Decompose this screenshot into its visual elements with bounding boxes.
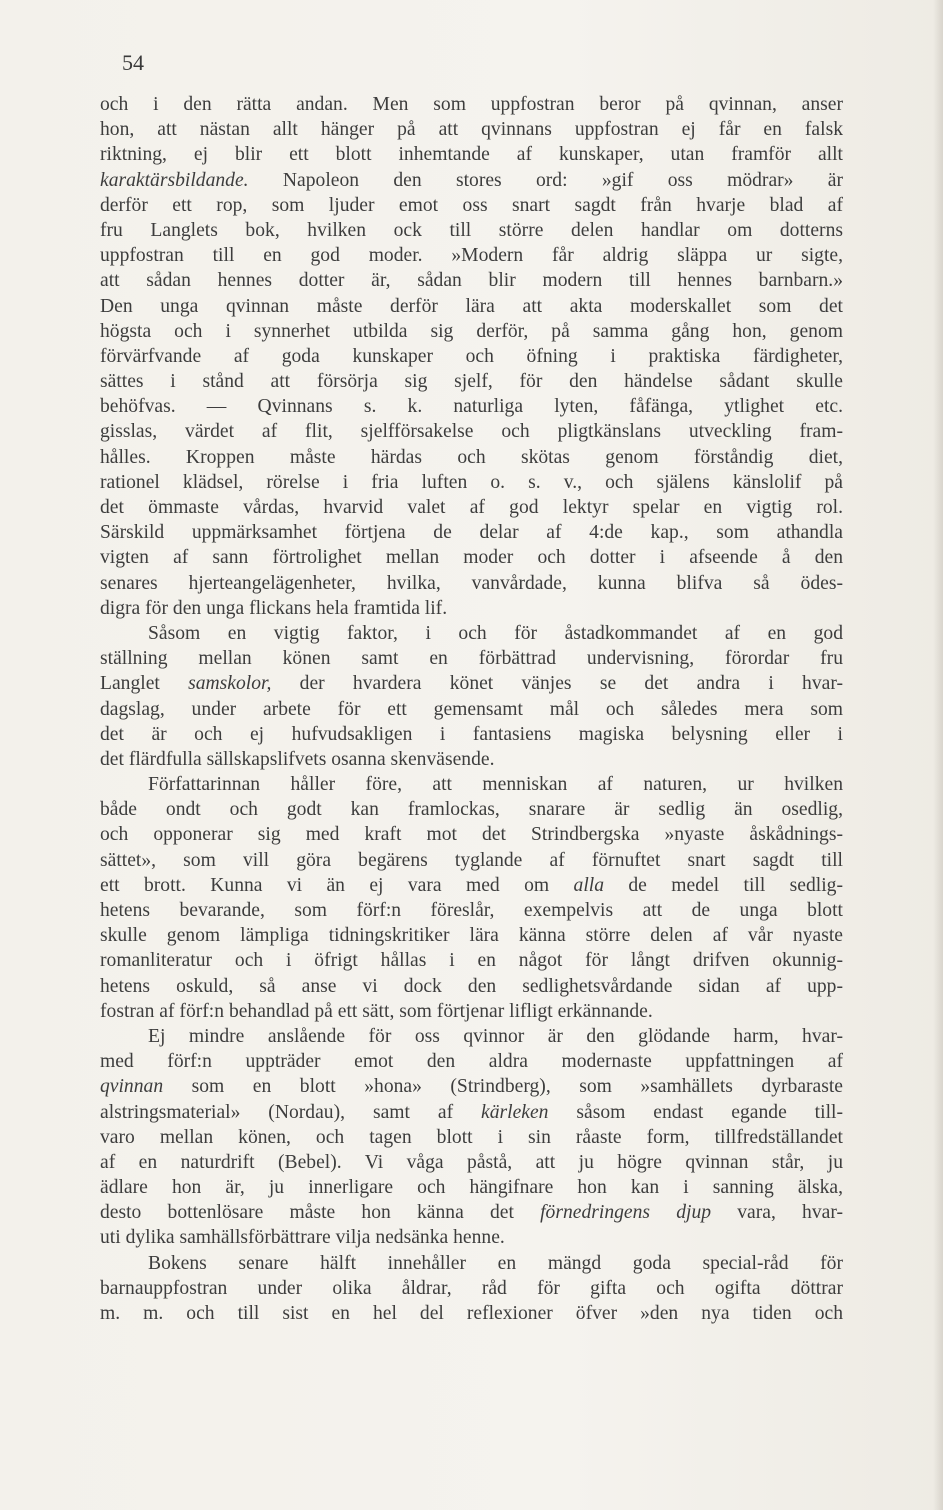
- text-line: [100, 1100, 843, 1125]
- text-line: högsta och i synnerhet utbilda sig derför, på samma gång hon, genom: [100, 320, 843, 342]
- text-line: det är och ej hufvudsakligen i fantasiens magiska belysning eller i: [100, 723, 843, 745]
- italic-emphasis: alla: [573, 874, 604, 896]
- text-line: digra för den unga flickans hela framtida lif.: [100, 597, 448, 619]
- italic-emphasis: karaktärsbildande.: [100, 169, 249, 191]
- text-line: [100, 1074, 843, 1099]
- text-line: sättes i stånd att försörja sig sjelf, för den händelse sådant skulle: [100, 371, 843, 393]
- italic-emphasis: förnedringens djup: [540, 1202, 712, 1224]
- text-line: [100, 1200, 843, 1225]
- body-text: [100, 92, 843, 1326]
- text-line: [100, 168, 843, 193]
- text-line: och opponerar sig med kraft mot det Strindbergska »nyaste åskådnings-: [100, 824, 843, 846]
- text-line: derför ett rop, som ljuder emot oss snart sagdt från hvarje blad af: [100, 194, 843, 216]
- text-segment: som en blott »hona» (Strindberg), som »samhällets dyrbaraste: [163, 1076, 843, 1098]
- text-line: romanliteratur och i öfrigt hållas i en något för långt drifven okunnig-: [100, 950, 843, 972]
- text-line: senares hjerteangelägenheter, hvilka, vanvårdade, kunna blifva så ödes-: [100, 572, 843, 594]
- text-line: att sådan hennes dotter är, sådan blir modern till hennes barnbarn.»: [100, 270, 843, 292]
- page-edge-shadow: [933, 0, 943, 1510]
- text-line: både ondt och godt kan framlockas, snarare är sedlig än osedlig,: [100, 799, 843, 821]
- text-segment: alstringsmaterial» (Nordau), samt af: [100, 1101, 482, 1123]
- text-line: hålles. Kroppen måste härdas och skötas genom förståndig diet,: [100, 446, 843, 468]
- text-line: sättet», som vill göra begärens tyglande af förnuftet snart sagdt till: [100, 849, 843, 871]
- text-line: gisslas, värdet af flit, sjelfförsakelse och pligtkänslans utveckling fram-: [100, 421, 843, 443]
- text-line: Såsom en vigtig faktor, i och för åstadkommandet af en god: [148, 622, 843, 644]
- text-line: hon, att nästan allt hänger på att qvinnans uppfostran ej får en falsk: [100, 119, 843, 141]
- text-line: Ej mindre anslående för oss qvinnor är den glödande harm, hvar-: [148, 1025, 843, 1047]
- italic-emphasis: qvinnan: [100, 1076, 164, 1098]
- text-segment: de medel till sedlig-: [604, 874, 843, 896]
- text-line: vigten af sann förtrolighet mellan moder och dotter i afseende å den: [100, 547, 843, 569]
- text-line: af en naturdrift (Bebel). Vi våga påstå, att ju högre qvinnan står, ju: [100, 1151, 843, 1173]
- text-line: uppfostran till en god moder. »Modern får aldrig släppa ur sigte,: [100, 245, 843, 267]
- text-segment: ett brott. Kunna vi än ej vara med om: [100, 874, 574, 896]
- text-line: behöfvas. — Qvinnans s. k. naturliga lyten, fåfänga, ytlighet etc.: [100, 396, 843, 418]
- italic-emphasis: samskolor,: [188, 673, 272, 695]
- text-line: ställning mellan könen samt en förbättrad undervisning, förordar fru: [100, 648, 843, 670]
- text-line: det flärdfulla sällskapslifvets osanna skenväsende.: [100, 748, 495, 770]
- text-line: Den unga qvinnan måste derför lära att akta moderskallet som det: [100, 295, 843, 317]
- text-line: skulle genom lämpliga tidningskritiker lära känna större delen af vår nyaste: [100, 925, 843, 947]
- text-line: [100, 873, 843, 898]
- text-line: barnauppfostran under olika åldrar, råd för gifta och ogifta döttrar: [100, 1277, 843, 1299]
- text-line: Författarinnan håller före, att menniskan af naturen, ur hvilken: [148, 774, 843, 796]
- text-line: dagslag, under arbete för ett gemensamt mål och således mera som: [100, 698, 843, 720]
- text-line: Bokens senare hälft innehåller en mängd goda special-råd för: [148, 1252, 843, 1274]
- italic-emphasis: kärleken: [481, 1101, 549, 1123]
- text-segment: såsom endast egande till-: [548, 1101, 843, 1123]
- text-line: med förf:n uppträder emot den aldra modernaste uppfattningen af: [100, 1051, 843, 1073]
- text-line: Särskild uppmärksamhet förtjena de delar af 4:de kap., som athandla: [100, 522, 843, 544]
- text-segment: desto bottenlösare måste hon känna det: [100, 1202, 541, 1224]
- text-segment: Napoleon den stores ord: »gif oss mödrar» är: [248, 169, 843, 191]
- text-line: riktning, ej blir ett blott inhemtande af kunskaper, utan framför allt: [100, 144, 843, 166]
- text-line: m. m. och till sist en hel del reflexioner öfver »den nya tiden och: [100, 1303, 843, 1324]
- text-segment: vara, hvar-: [711, 1202, 843, 1224]
- text-line: hetens bevarande, som förf:n föreslår, exempelvis att de unga blott: [100, 900, 843, 921]
- text-line: rationel klädsel, rörelse i fria luften o. s. v., och själens känslolif på: [100, 471, 843, 493]
- text-segment: Langlet: [100, 673, 189, 695]
- page-number: 54: [122, 50, 144, 75]
- text-line: varo mellan könen, och tagen blott i sin råaste form, tillfredställandet: [100, 1126, 843, 1148]
- text-segment: der hvardera könet vänjes se det andra i hvar-: [271, 673, 843, 695]
- text-line: uti dylika samhällsförbättrare vilja nedsänka henne.: [100, 1227, 505, 1249]
- text-line: hetens oskuld, så anse vi dock den sedlighetsvårdande sidan af upp-: [100, 975, 843, 997]
- text-line: och i den rätta andan. Men som uppfostran beror på qvinnan, anser: [100, 94, 843, 115]
- text-line: det ömmaste vårdas, hvarvid valet af god lektyr spelar en vigtig rol.: [100, 497, 843, 518]
- text-line: fru Langlets bok, hvilken ock till större delen handlar om dotterns: [100, 219, 843, 241]
- text-line: [100, 671, 843, 696]
- text-line: ädlare hon är, ju innerligare och hängifnare hon kan i sanning älska,: [100, 1177, 843, 1199]
- text-line: fostran af förf:n behandlad på ett sätt, som förtjenar lifligt erkännande.: [100, 1000, 653, 1022]
- text-line: förvärfvande af goda kunskaper och öfning i praktiska färdigheter,: [100, 345, 843, 367]
